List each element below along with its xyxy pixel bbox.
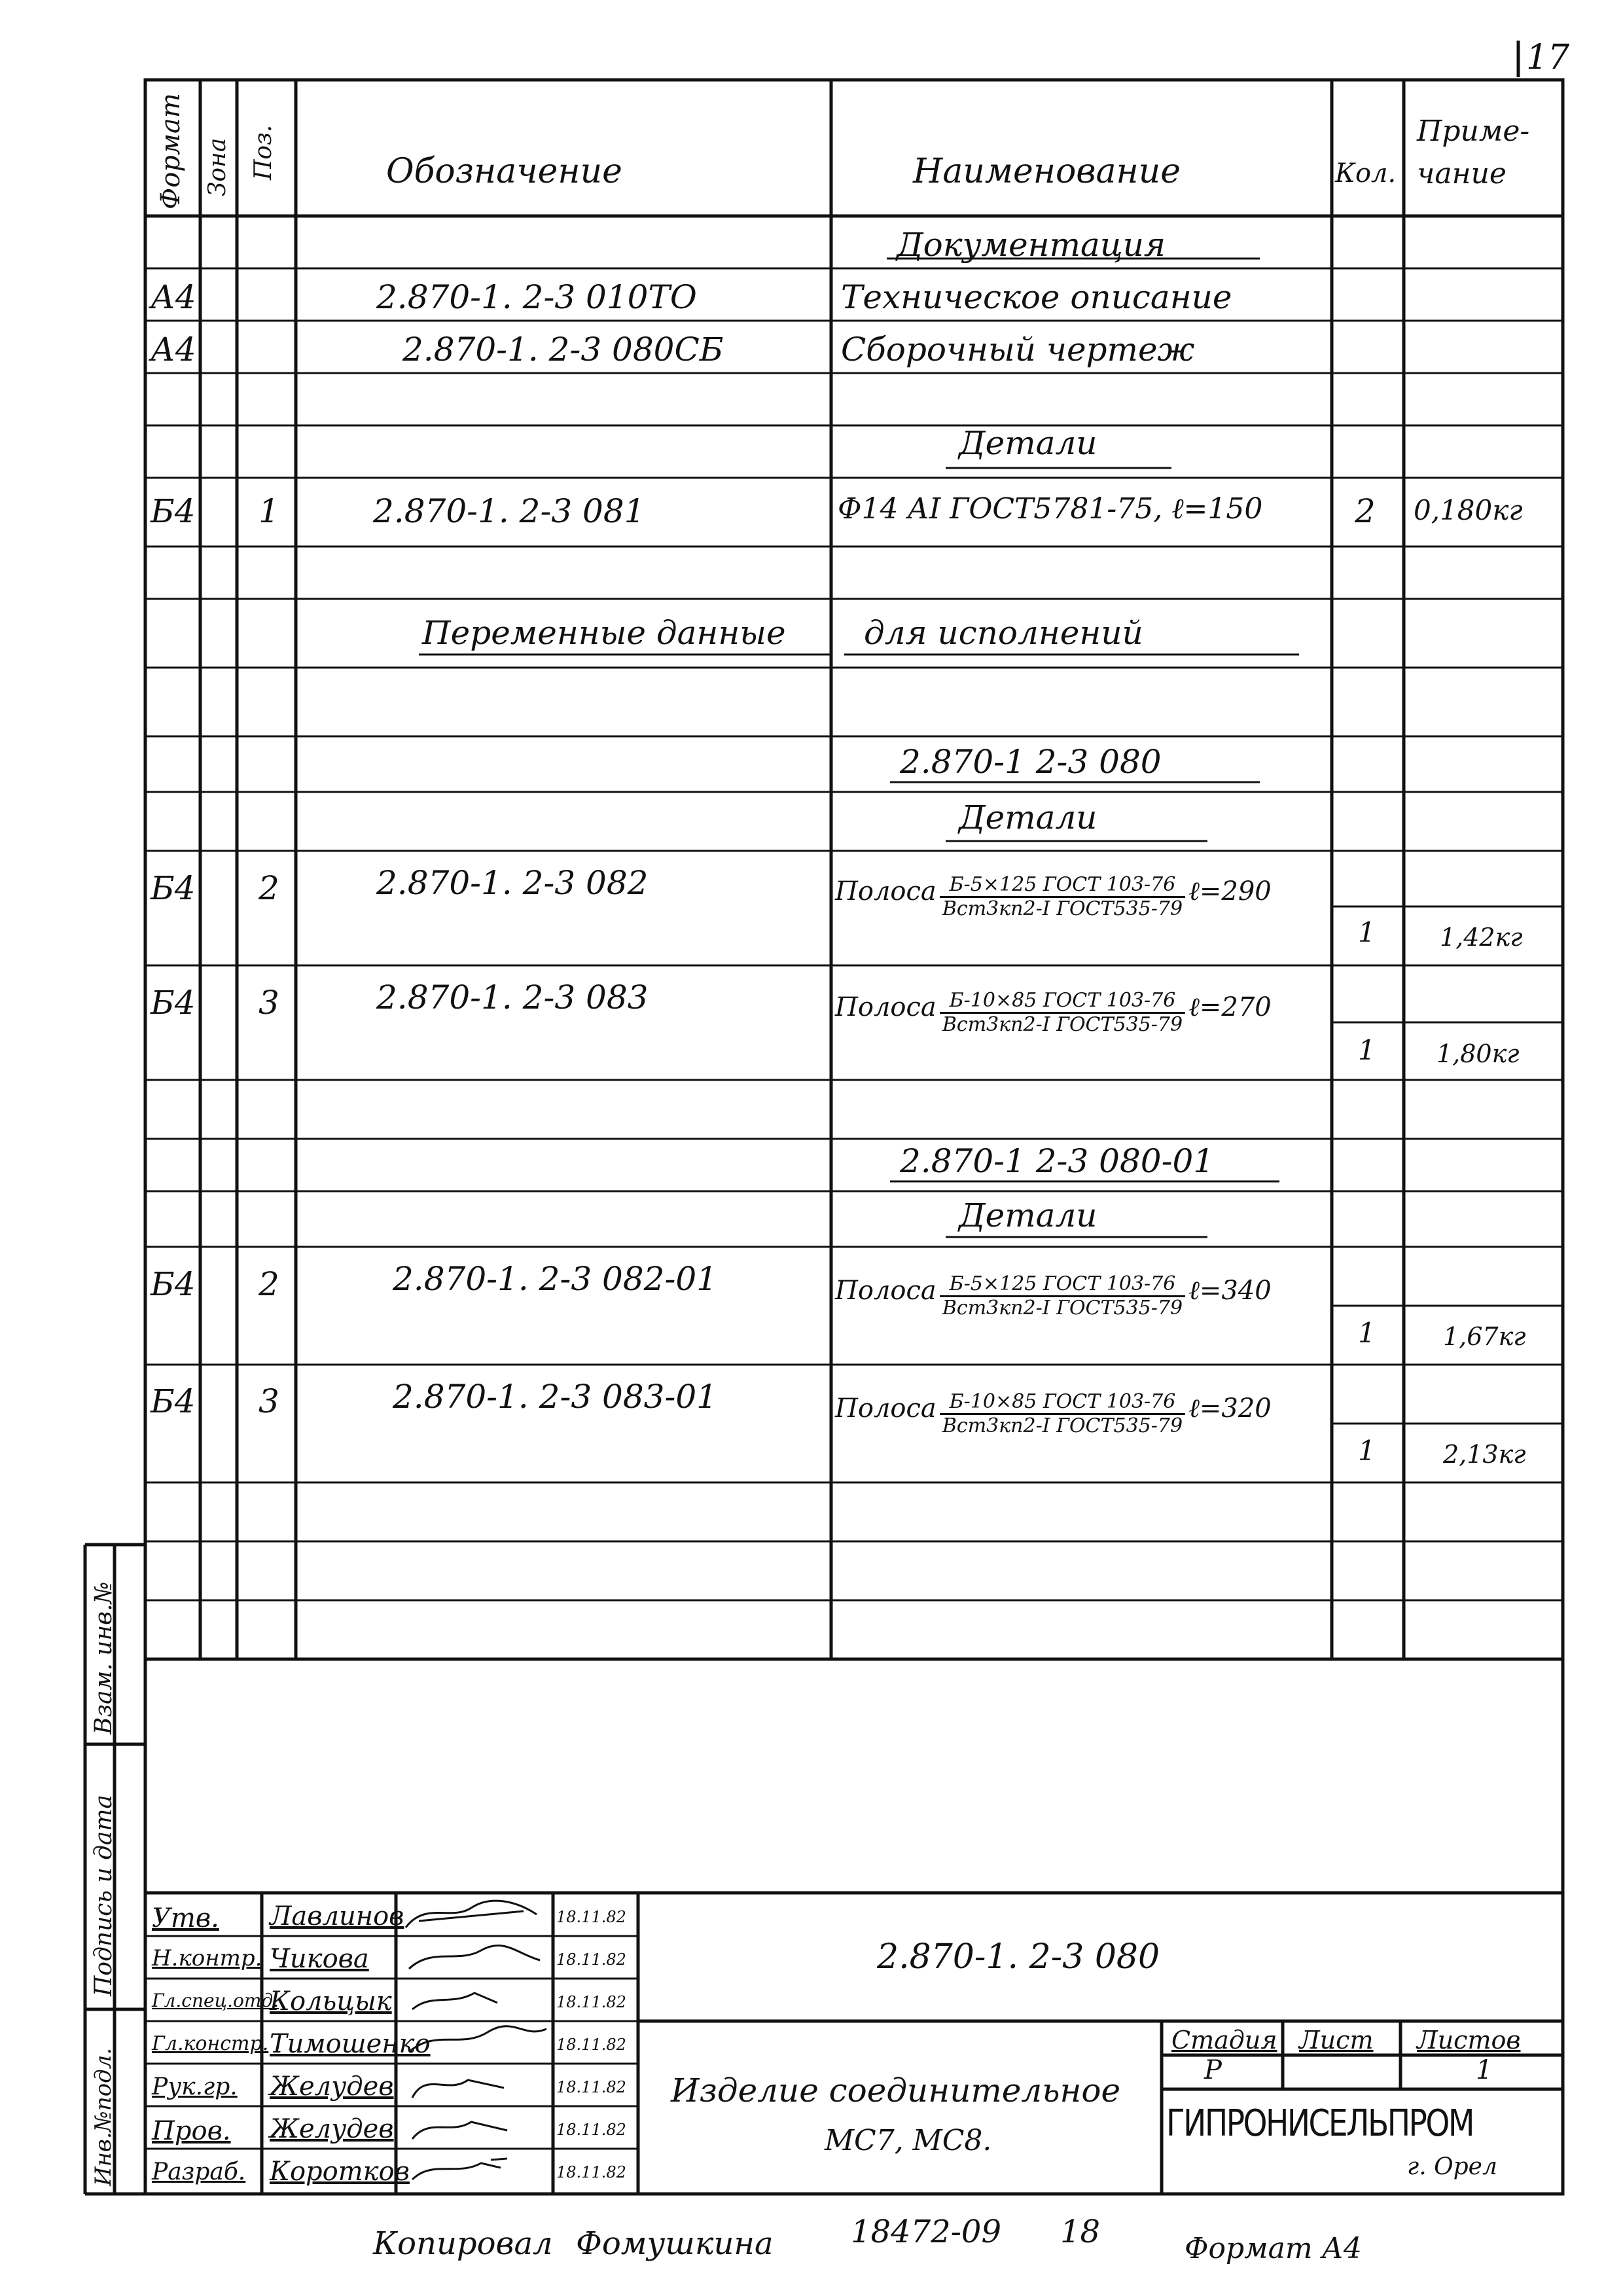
- row-frac-top: Б-10×85 ГОСТ 103-76: [940, 1391, 1185, 1415]
- variant-heading: 2.870-1 2-3 080-01: [900, 1142, 1215, 1180]
- row-designation: 2.870-1. 2-3 082: [376, 864, 649, 902]
- tb-document-code: 2.870-1. 2-3 080: [877, 1937, 1160, 1977]
- row-length: ℓ=340: [1188, 1276, 1272, 1306]
- side-replace-inv: Взам. инв.№: [90, 1581, 117, 1734]
- row-name: Ф14 АI ГОСТ5781-75, ℓ=150: [838, 492, 1263, 526]
- row-designation: 2.870-1. 2-3 081: [373, 492, 645, 530]
- tb-product-title-line1: Изделие соединительное: [671, 2072, 1121, 2109]
- row-frac-bottom: Вст3кп2-I ГОСТ535-79: [942, 1414, 1183, 1437]
- header-note-line2: чание: [1417, 157, 1507, 190]
- footer-archive-no: 18472-09: [851, 2214, 1001, 2250]
- row-format: Б4: [151, 492, 196, 530]
- tb-person: Желудев: [270, 2114, 394, 2144]
- row-pos: 1: [259, 492, 279, 530]
- row-frac-top: Б-5×125 ГОСТ 103-76: [940, 874, 1185, 898]
- footer-sheet-no: 18: [1060, 2214, 1101, 2250]
- tb-date: 18.11.82: [556, 1950, 626, 1969]
- variant-heading: 2.870-1 2-3 080: [900, 743, 1162, 781]
- row-name-prefix: Полоса: [835, 1276, 936, 1306]
- header-pos: Поз.: [250, 124, 277, 180]
- tb-date: 18.11.82: [556, 2036, 626, 2054]
- tb-date: 18.11.82: [556, 1993, 626, 2011]
- row-name-fraction: [835, 990, 1272, 1036]
- tb-person: Тимошенко: [270, 2029, 431, 2059]
- row-format: Б4: [151, 1265, 196, 1303]
- tb-city: г. Орел: [1407, 2153, 1497, 2180]
- row-note: 2,13кг: [1443, 1440, 1526, 1469]
- row-designation: 2.870-1. 2-3 083: [376, 978, 649, 1016]
- header-zone: Зона: [204, 137, 231, 196]
- tb-person: Коротков: [270, 2157, 410, 2187]
- footer-format: Формат А4: [1185, 2232, 1362, 2265]
- tb-date: 18.11.82: [556, 1908, 626, 1926]
- row-name-prefix: Полоса: [835, 1393, 936, 1424]
- section-details: Детали: [959, 798, 1097, 836]
- row-pos: 2: [259, 1265, 279, 1303]
- row-name-fraction: [835, 874, 1272, 920]
- row-pos: 3: [259, 984, 279, 1022]
- footer-copier: Фомушкина: [576, 2225, 774, 2262]
- row-format: А4: [151, 331, 196, 368]
- section-documentation: Документация: [897, 226, 1166, 264]
- row-frac-top: Б-5×125 ГОСТ 103-76: [940, 1273, 1185, 1297]
- tb-stage-value: Р: [1204, 2055, 1222, 2085]
- tb-person: Лавлинов: [270, 1901, 404, 1931]
- tb-stage-label: Стадия: [1171, 2026, 1277, 2054]
- row-pos: 3: [259, 1382, 279, 1420]
- header-qty: Кол.: [1335, 158, 1397, 188]
- row-designation: 2.870-1. 2-3 010ТО: [376, 278, 697, 316]
- row-frac-bottom: Вст3кп2-I ГОСТ535-79: [942, 1013, 1183, 1036]
- tb-role: Пров.: [152, 2116, 231, 2146]
- tb-person: Кольцык: [270, 1986, 392, 2017]
- row-length: ℓ=270: [1188, 992, 1272, 1022]
- side-sign-date: Подпись и дата: [90, 1795, 117, 1996]
- row-format: Б4: [151, 1382, 196, 1420]
- row-qty: 2: [1355, 492, 1376, 530]
- row-length: ℓ=320: [1188, 1393, 1272, 1424]
- header-note-line1: Приме-: [1417, 115, 1530, 148]
- section-details: Детали: [959, 1196, 1097, 1234]
- row-note: 1,42кг: [1440, 923, 1523, 952]
- row-frac-top: Б-10×85 ГОСТ 103-76: [940, 990, 1185, 1014]
- row-name-fraction: [835, 1391, 1272, 1437]
- row-qty: 1: [1358, 916, 1376, 948]
- row-pos: 2: [259, 869, 279, 907]
- tb-role: Разраб.: [152, 2159, 246, 2185]
- tb-role: Н.контр.: [152, 1945, 262, 1971]
- row-length: ℓ=290: [1188, 876, 1272, 906]
- row-note: 1,67кг: [1443, 1322, 1526, 1351]
- row-designation: 2.870-1. 2-3 080СБ: [402, 331, 724, 368]
- section-details: Детали: [959, 424, 1097, 462]
- tb-date: 18.11.82: [556, 2121, 626, 2139]
- variable-data-heading-cont: для исполнений: [864, 614, 1143, 652]
- tb-person: Желудев: [270, 2072, 394, 2102]
- row-qty: 1: [1358, 1435, 1376, 1467]
- tb-person: Чикова: [270, 1944, 369, 1974]
- row-note: 0,180кг: [1414, 494, 1523, 526]
- row-qty: 1: [1358, 1034, 1376, 1066]
- tb-date: 18.11.82: [556, 2078, 626, 2096]
- variable-data-heading: Переменные данные: [422, 614, 786, 652]
- tb-role: Рук.гр.: [152, 2073, 238, 2100]
- row-note: 1,80кг: [1436, 1039, 1520, 1068]
- row-name-fraction: [835, 1273, 1272, 1319]
- row-name: Техническое описание: [841, 278, 1232, 316]
- header-designation: Обозначение: [386, 152, 622, 191]
- tb-sheets-label: Листов: [1417, 2026, 1521, 2054]
- page-number: 17: [1526, 38, 1570, 77]
- row-designation: 2.870-1. 2-3 083-01: [393, 1378, 717, 1416]
- footer-copied-label: Копировал: [373, 2225, 553, 2262]
- tb-product-title-line2: МС7, МС8.: [825, 2124, 992, 2157]
- row-name-prefix: Полоса: [835, 876, 936, 906]
- tb-role: Утв.: [152, 1903, 219, 1933]
- row-frac-bottom: Вст3кп2-I ГОСТ535-79: [942, 897, 1183, 920]
- row-format: А4: [151, 278, 196, 316]
- tb-role: Гл.констр.: [152, 2032, 269, 2055]
- tb-role: Гл.спец.отд.: [152, 1990, 279, 2011]
- row-name-prefix: Полоса: [835, 992, 936, 1022]
- row-name: Сборочный чертеж: [841, 331, 1195, 368]
- tb-sheets-value: 1: [1476, 2055, 1493, 2085]
- row-qty: 1: [1358, 1317, 1376, 1349]
- row-format: Б4: [151, 869, 196, 907]
- tb-date: 18.11.82: [556, 2163, 626, 2181]
- tb-sheet-label: Лист: [1299, 2026, 1374, 2054]
- tb-organization: ГИПРОНИСЕЛЬПРОМ: [1166, 2102, 1473, 2145]
- row-designation: 2.870-1. 2-3 082-01: [393, 1260, 717, 1298]
- side-inv-no: Инв.№подл.: [90, 2047, 116, 2186]
- row-frac-bottom: Вст3кп2-I ГОСТ535-79: [942, 1297, 1183, 1319]
- header-format: Формат: [156, 93, 186, 209]
- row-format: Б4: [151, 984, 196, 1022]
- header-name: Наименование: [913, 152, 1181, 191]
